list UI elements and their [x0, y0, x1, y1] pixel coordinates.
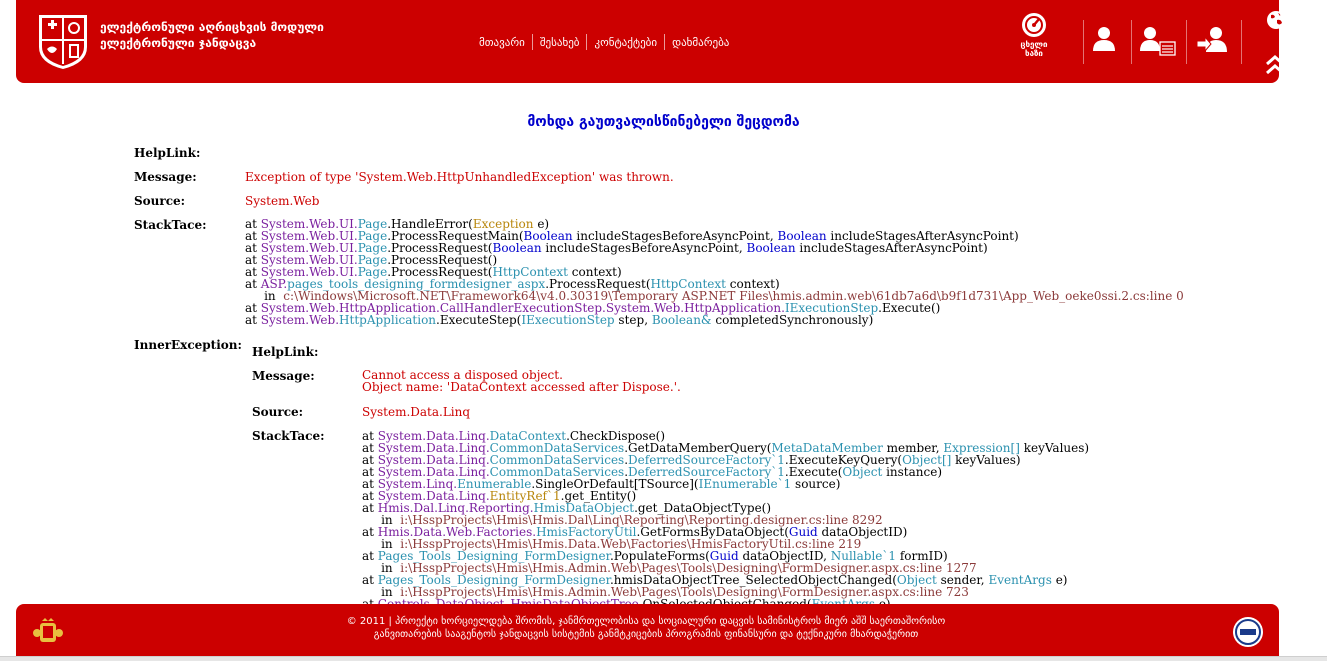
- header-divider: [1186, 20, 1187, 64]
- inner-stacktrace-block: at System.Data.Linq.DataContext.CheckDispose() at System.Data.Linq.CommonDataServices.GetDataMemberQuery(MetaDataMember member, Expression[] keyValues) at System.Data.Linq.CommonDataServices.DeferredSourceFactory`1.ExecuteKeyQuery(Object[] keyValues) at System.Data.Linq.CommonDataServices.DeferredSourceFactory`1.Execute(Object instance) at System.Linq.Enumerable.SingleOrDefault[TSource](IEnumerable`1 source) at System.Data.Linq.EntityRef`1.get_Entity() at Hmis.Dal.Linq.Reporting.HmisDataObject.get_DataObjectType() in i:\HsspProjects\Hmis\Hmis.Dal\Linq\Reporting\Reporting.designer.cs:line 8292 at Hmis.Data.Web.Factories.HmisFactoryUtil.GetFormsByDataObject(Guid dataObjectID) in i:\HsspProjects\Hmis\Hmis.Data.Web\Factories\HmisFactoryUtil.cs:line 219 at Pages_Tools_Designing_FormDesigner.PopulateForms(Guid dataObjectID, Nullable`1 formID) in i:\HsspProjects\Hmis\Hmis.Admin.Web\Pages\Tools\Designing\FormDesigner.aspx.cs:line 1277 at Pages_Tools_Designing_FormDesigner.hmisDataObjectTree_SelectedObjectChanged(Object sender, EventArgs e) in i:\HsspProjects\Hmis\Hmis.Admin.Web\Pages\Tools\Designing\FormDesigner.aspx.cs:line 723: [362, 429, 1090, 599]
- header: [16, 0, 1279, 83]
- horizontal-scrollbar[interactable]: [0, 656, 1327, 661]
- inner-message-value: [362, 369, 681, 393]
- nav-item-home[interactable]: მთავარი: [479, 35, 525, 49]
- site-title-line1: ელექტრონული აღრიცხვის მოდული: [100, 20, 324, 34]
- footer-text: [256, 615, 1036, 641]
- inner-exception-label: InnerException:: [134, 338, 242, 352]
- inner-source-label: Source:: [252, 405, 304, 419]
- site-title: [100, 19, 380, 51]
- message-value: Exception of type 'System.Web.HttpUnhandledException' was thrown.: [245, 170, 674, 184]
- footer-line2: განვითარების სააგენტოს ჯანდაცვის სისტემის განმტკიცების პროგრამის ფინანსური და ტექნიკური მხარდაჭერით: [373, 629, 919, 640]
- header-divider: [1131, 20, 1132, 64]
- user-list-icon[interactable]: [1140, 26, 1176, 56]
- globe-icon[interactable]: [1266, 10, 1286, 30]
- stacktrace-label: StackTace:: [134, 218, 207, 232]
- hotline-gauge-icon: [1021, 12, 1047, 38]
- message-label: Message:: [134, 170, 197, 184]
- nav-item-help[interactable]: დახმარება: [672, 35, 730, 49]
- inner-message-line2: Object name: 'DataContext accessed after Dispose.'.: [362, 380, 681, 394]
- site-title-line2: ელექტრონული ჯანდაცვა: [100, 36, 257, 50]
- footer: [16, 604, 1279, 661]
- stacktrace-block: at System.Web.UI.Page.HandleError(Exception e) at System.Web.UI.Page.ProcessRequestMain(Boolean includeStagesBeforeAsyncPoint, Boolean includeStagesAfterAsyncPoint) at System.Web.UI.Page.ProcessRequest(Boolean includeStagesBeforeAsyncPoint, Boolean includeStagesAfterAsyncPoint) at System.Web.UI.Page.ProcessRequest() at System.Web.UI.Page.ProcessRequest(HttpContext context) at ASP.pages_tools_designing_formdesigner_aspx.ProcessRequest(HttpContext context) in c:\Windows\Microsoft.NET\Framework64\v4.0.30319\Temporary ASP.NET Files\hmis.admin.web\61db7a6d\b9f1d731\App_Web_oeke0ssi.2.cs:line 0 at System.Web.HttpApplication.CallHandlerExecutionStep.System.Web.HttpApplication.IExecutionStep.Execute() at System.Web.HttpApplication.ExecuteStep(IExecutionStep step, Boolean& completedSynchronously): [245, 217, 1184, 327]
- hotline-label-line1: ცხელი: [1020, 40, 1048, 49]
- inner-message-label: Message:: [252, 369, 315, 383]
- hotline-label-line2: ხაზი: [1025, 49, 1043, 58]
- user-icon[interactable]: [1092, 26, 1116, 52]
- header-divider: [1241, 20, 1242, 64]
- user-login-icon[interactable]: [1196, 26, 1230, 54]
- hotline-button[interactable]: [1006, 12, 1062, 62]
- inner-message-line1: Cannot access a disposed object.: [362, 368, 563, 382]
- source-label: Source:: [134, 194, 186, 208]
- helplink-label: HelpLink:: [134, 146, 201, 160]
- footer-line1: © 2011 | პროექტი ხორციელდება შრომის, ჯანმრთელობისა და სოციალური დაცვის სამინისტროს მიერ აშშ საერთაშორისო: [346, 616, 946, 627]
- scroll-top-icon[interactable]: [1265, 54, 1285, 76]
- ministry-logo-icon[interactable]: [37, 13, 89, 70]
- nav-item-about[interactable]: შესახებ: [539, 35, 580, 49]
- nav-item-contacts[interactable]: კონტაქტები: [594, 35, 658, 49]
- error-title: მოხდა გაუთვალისწინებელი შეცდომა: [527, 114, 800, 130]
- georgia-coat-of-arms-icon: [33, 618, 63, 646]
- usaid-logo-icon: [1232, 616, 1264, 648]
- inner-stacktrace-label: StackTace:: [252, 429, 325, 443]
- source-value: System.Web: [245, 194, 320, 208]
- inner-source-value: System.Data.Linq: [362, 405, 471, 419]
- header-divider: [1083, 20, 1084, 64]
- inner-helplink-label: HelpLink:: [252, 345, 319, 359]
- main-nav: [472, 33, 736, 51]
